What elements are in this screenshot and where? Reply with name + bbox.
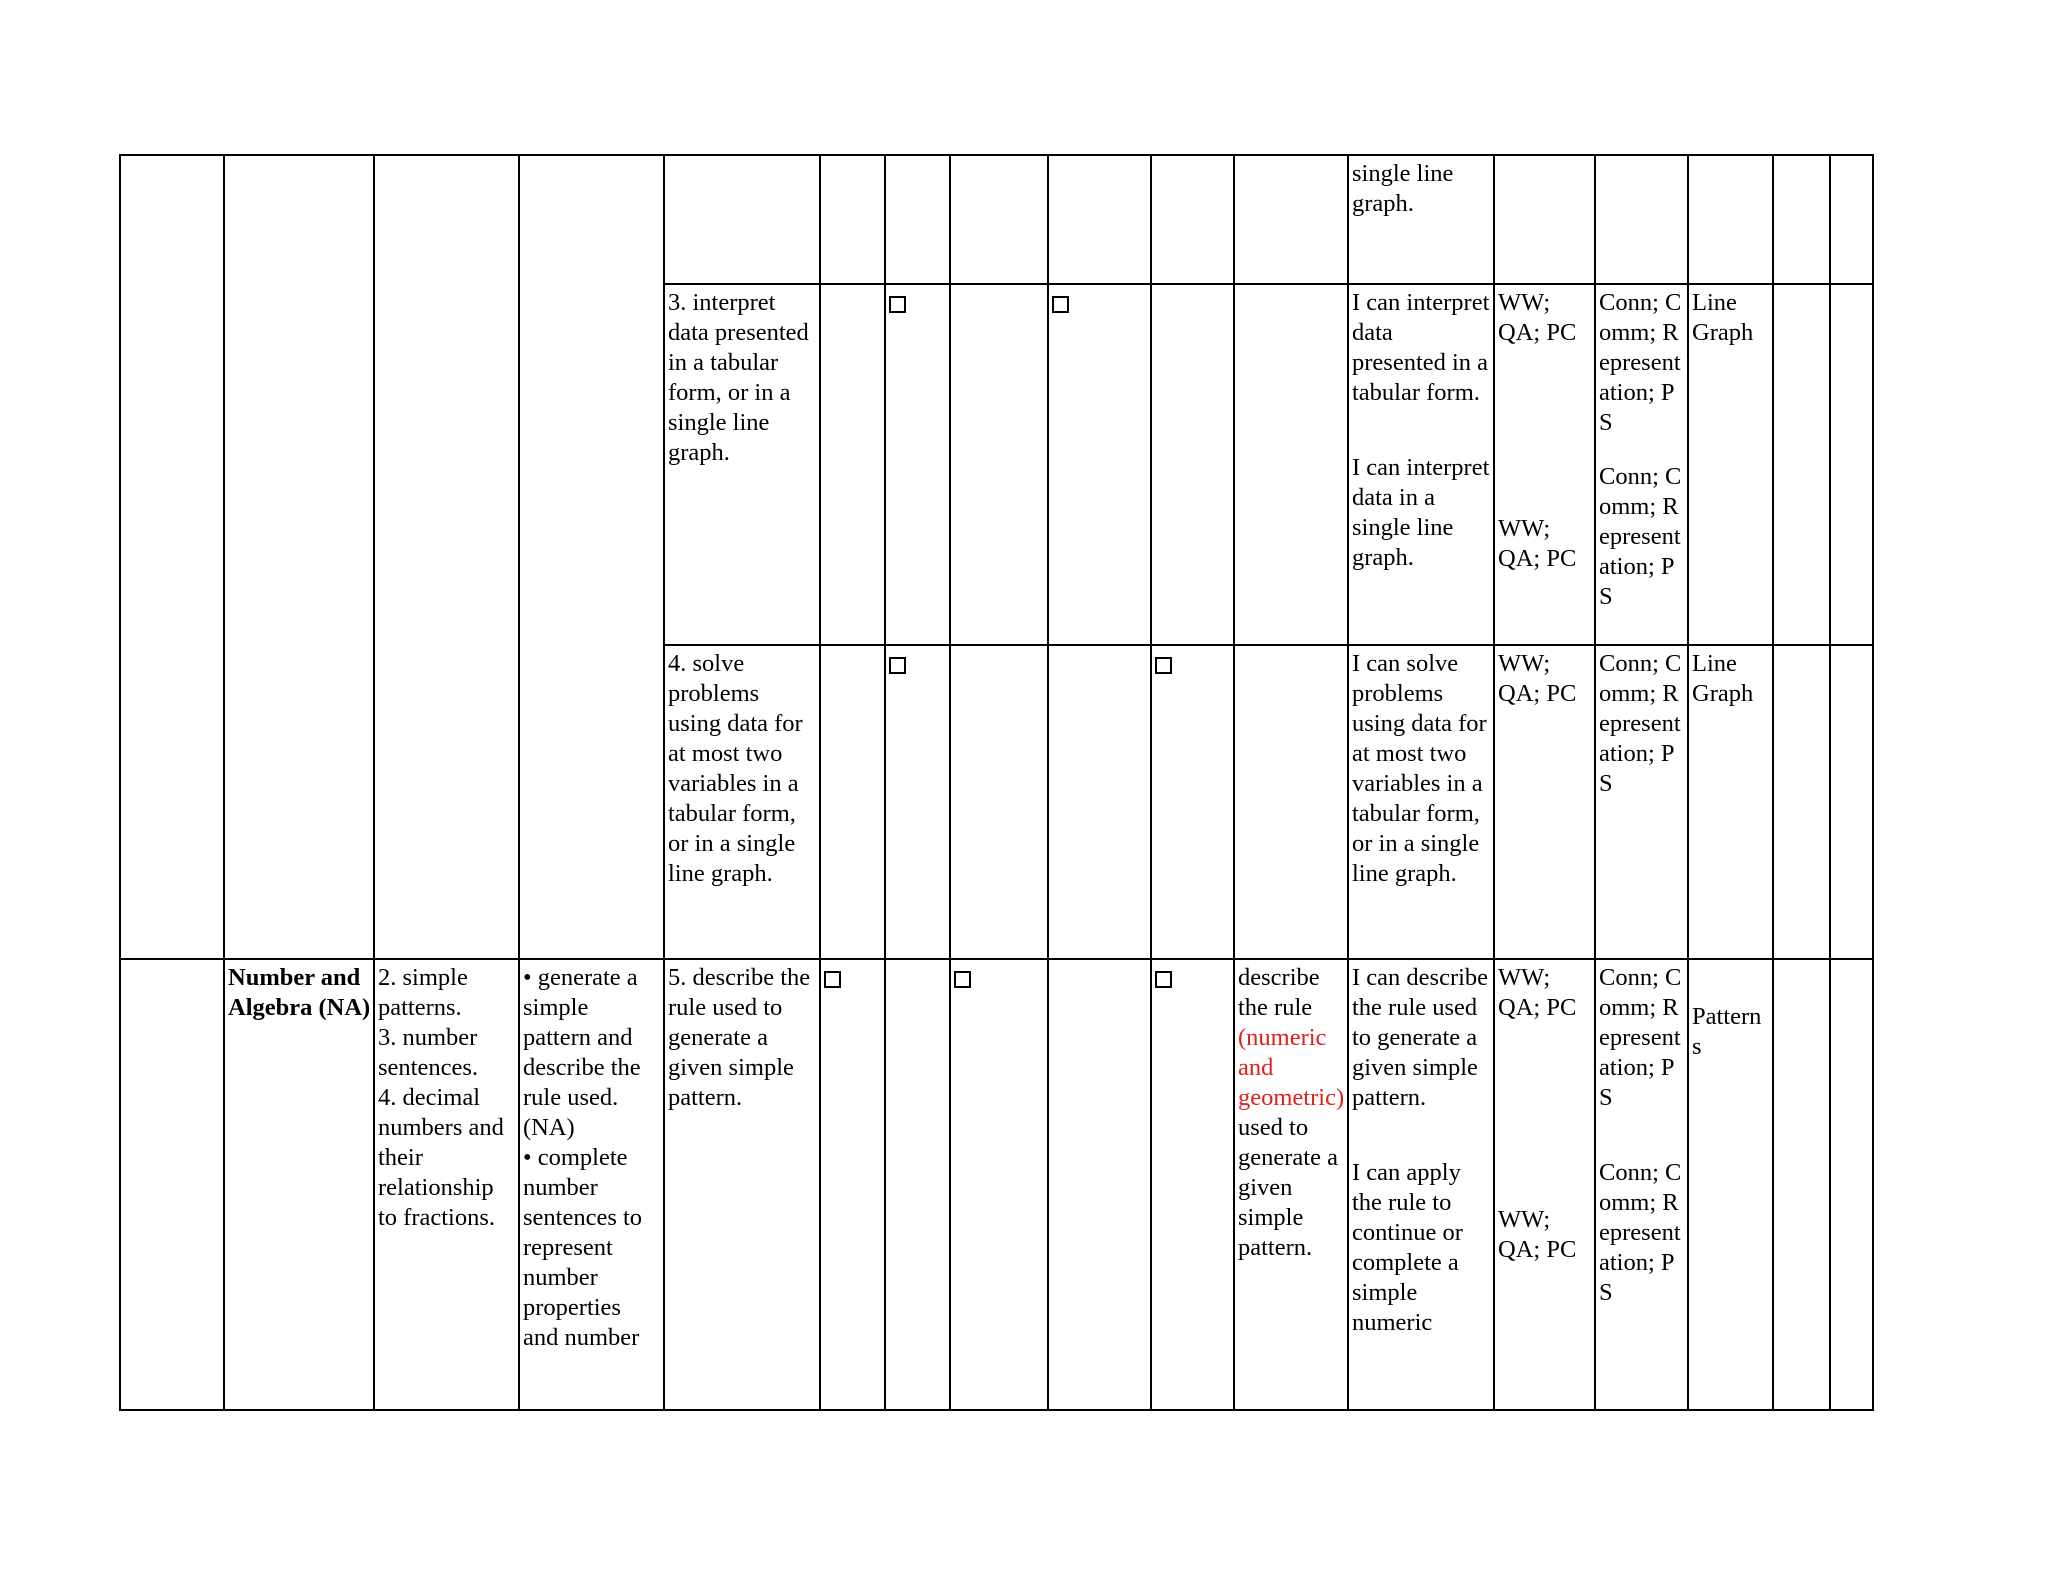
cell-check [1151,284,1234,645]
success-criteria: single line graph. [1348,155,1494,284]
criteria-a: I can describe the rule used to generate a given simple pattern. [1352,964,1489,1111]
cell-extra [1830,155,1873,284]
note-text: describe the rule [1238,964,1320,1021]
cell-check [950,284,1048,645]
checkbox-icon[interactable] [1052,296,1069,313]
checkbox-icon[interactable] [824,971,841,988]
cell-check [1151,155,1234,284]
teacher-note [1234,959,1348,1410]
checkbox-icon[interactable] [954,971,971,988]
cell-check [820,645,885,959]
cell-check [1048,155,1151,284]
table-row [120,155,1873,284]
cell-process [1595,155,1688,284]
cell-check [1151,645,1234,959]
standard [519,959,664,1410]
content-list: 2. simple patterns. 3. number sentences. 4. decimal numbers and their relationship to fractions. [374,959,519,1410]
method-a: WW; QA; PC [1498,964,1577,1021]
cell-check [885,155,950,284]
standard-2: • complete number sentences to represent number properties and number [523,1144,643,1351]
cell-strand [224,155,374,959]
checkbox-icon[interactable] [1155,971,1172,988]
topic: Line Graph [1688,284,1773,645]
success-criteria [1348,284,1494,645]
cell-content [374,155,519,959]
assessment-method: WW; QA; PC [1494,645,1595,959]
method-b: WW; QA; PC [1498,515,1577,572]
method-b: WW; QA; PC [1498,1206,1577,1263]
cell-check [820,284,885,645]
cell-extra [1773,959,1830,1410]
process-a: Conn; Comm; Representation; PS [1599,964,1682,1111]
cell-topic [1688,155,1773,284]
process-skills [1595,284,1688,645]
process-b: Conn; Comm; Representation; PS [1599,1159,1682,1306]
cell-check [885,284,950,645]
cell-extra [1830,645,1873,959]
cell-note [1234,284,1348,645]
process-b: Conn; Comm; Representation; PS [1599,463,1682,610]
process-skills [1595,959,1688,1410]
cell-check [820,155,885,284]
strand-title: Number and Algebra (NA) [224,959,374,1410]
success-criteria [1348,959,1494,1410]
cell-method [1494,155,1595,284]
cell-check [950,155,1048,284]
note-text: used to generate a given simple pattern. [1238,1114,1338,1261]
cell-outcome [664,155,820,284]
cell-check [950,645,1048,959]
process-a: Conn; Comm; Representation; PS [1599,289,1682,436]
cell-extra [1830,959,1873,1410]
cell-blank-margin [120,959,224,1410]
process-skills: Conn; Comm; Representation; PS [1595,645,1688,959]
cell-check [1048,959,1151,1410]
cell-extra [1773,284,1830,645]
cell-extra [1830,284,1873,645]
cell-extra [1773,645,1830,959]
cell-check [1151,959,1234,1410]
cell-check [1048,645,1151,959]
topic: Patterns [1688,959,1773,1410]
cell-extra [1773,155,1830,284]
learning-outcome: 5. describe the rule used to generate a given simple pattern. [664,959,820,1410]
method-a: WW; QA; PC [1498,289,1577,346]
checkbox-icon[interactable] [889,657,906,674]
cell-check [885,645,950,959]
assessment-method [1494,284,1595,645]
criteria-b: I can interpret data in a single line graph. [1352,454,1490,571]
standard-1: • generate a simple pattern and describe the rule used. (NA) [523,964,641,1141]
cell-note [1234,155,1348,284]
cell-note [1234,645,1348,959]
cell-check [1048,284,1151,645]
note-highlight: (numeric and geometric) [1238,1024,1345,1111]
criteria-b: I can apply the rule to continue or complete a simple numeric [1352,1159,1463,1336]
learning-outcome: 4. solve problems using data for at most two variables in a tabular form, or in a single line graph. [664,645,820,959]
cell-blank-margin [120,155,224,959]
checkbox-icon[interactable] [889,296,906,313]
assessment-method [1494,959,1595,1410]
curriculum-table [119,154,1874,1411]
learning-outcome: 3. interpret data presented in a tabular form, or in a single line graph. [664,284,820,645]
checkbox-icon[interactable] [1155,657,1172,674]
cell-check [885,959,950,1410]
topic: Line Graph [1688,645,1773,959]
cell-standard [519,155,664,959]
criteria-a: I can interpret data presented in a tabular form. [1352,289,1490,406]
table-row [120,959,1873,1410]
success-criteria: I can solve problems using data for at most two variables in a tabular form, or in a single line graph. [1348,645,1494,959]
cell-check [820,959,885,1410]
cell-check [950,959,1048,1410]
